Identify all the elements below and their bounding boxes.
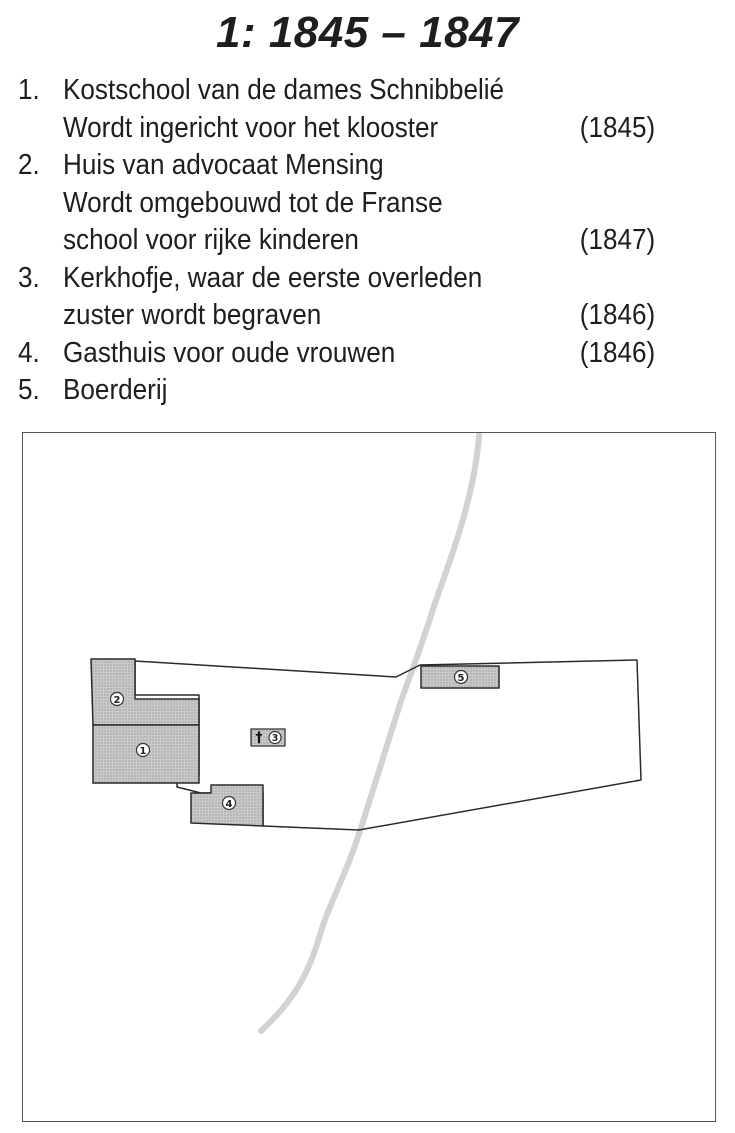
marker-5 <box>455 671 468 685</box>
marker-2 <box>111 693 124 707</box>
legend-item-1 <box>18 72 655 147</box>
legend-year <box>565 372 655 410</box>
marker-5-label: 5 <box>457 673 465 684</box>
legend-text: Gasthuis voor oude vrouwen <box>63 336 396 369</box>
marker-1 <box>137 744 150 758</box>
legend-text: Kostschool van de dames Schnibbelié <box>63 74 505 106</box>
marker-4 <box>223 797 236 811</box>
legend-year: (1846) <box>579 336 656 369</box>
legend-year: (1845) <box>579 111 656 144</box>
legend-text: Wordt ingericht voor het klooster <box>63 111 439 144</box>
legend-item-5 <box>18 372 655 410</box>
legend-text: Boerderij <box>63 374 168 406</box>
legend-item-3 <box>18 260 655 335</box>
river <box>261 435 479 1031</box>
legend-number: 1. <box>18 74 40 106</box>
map-frame <box>22 432 716 1122</box>
marker-4-label: 4 <box>225 799 233 810</box>
legend-text: zuster wordt begraven <box>63 299 322 331</box>
marker-3 <box>269 732 281 745</box>
legend-number: 2. <box>18 149 40 181</box>
legend-text: Wordt omgebouwd tot de Franse <box>63 186 443 219</box>
legend-year <box>565 260 655 298</box>
legend-number: 4. <box>18 336 40 369</box>
legend-year: (1847) <box>579 224 656 256</box>
legend-item-4 <box>18 335 655 373</box>
marker-2-label: 2 <box>113 695 121 706</box>
legend-list <box>18 72 655 410</box>
legend-item-2 <box>18 147 655 260</box>
legend-number: 3. <box>18 261 40 294</box>
page-title: 1: 1845 – 1847 <box>215 8 520 57</box>
cross-icon: † <box>255 730 263 746</box>
legend-text: Huis van advocaat Mensing <box>63 149 384 181</box>
marker-1-label: 1 <box>139 746 147 757</box>
legend-text: Kerkhofje, waar de eerste overleden <box>63 261 483 294</box>
legend-year <box>565 147 655 185</box>
marker-3-label: 3 <box>271 733 279 744</box>
legend-year: (1846) <box>579 299 656 331</box>
legend-text: school voor rijke kinderen <box>63 224 359 256</box>
site-map <box>23 433 715 1121</box>
legend-year <box>565 72 655 110</box>
legend-year <box>565 185 655 223</box>
building-2 <box>91 659 199 725</box>
legend-number: 5. <box>18 374 40 406</box>
